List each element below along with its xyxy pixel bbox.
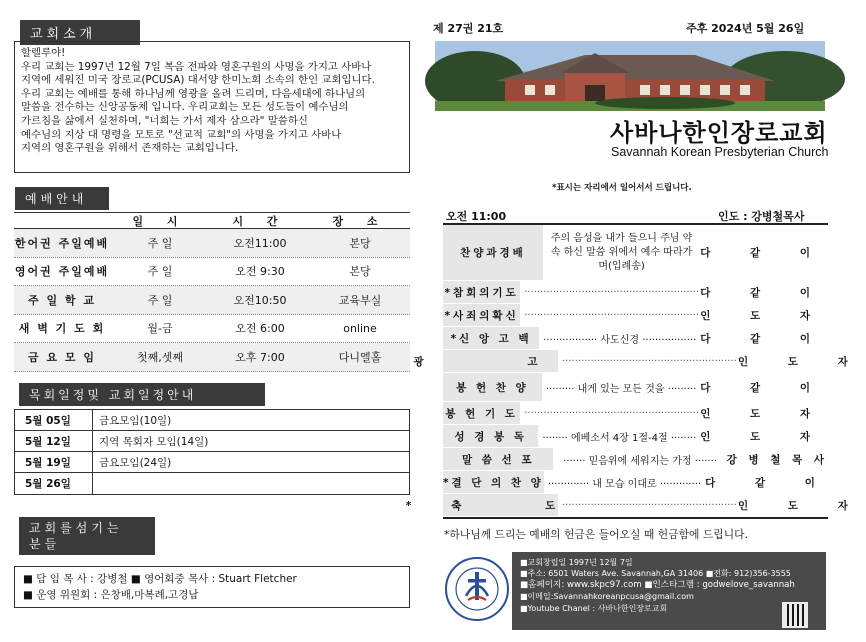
table-row	[15, 410, 409, 431]
table-row	[14, 258, 410, 287]
order-item-name: 봉 헌 기 도	[443, 402, 520, 424]
order-item-content: ············· 내 모습 이대로 ·············	[547, 478, 702, 490]
order-item-lead: 인 도 자	[738, 355, 866, 368]
staff-line: ■ 담 임 목 사 : 강병철 ■ 영어회중 목사 : Stuart Fletcher	[23, 573, 297, 585]
order-item-content: ········· 내게 있는 모든 것을 ·········	[545, 383, 697, 395]
table-row	[443, 225, 828, 281]
order-item-lead: 다 같 이	[700, 332, 828, 345]
header-cell: 장 소	[332, 215, 388, 228]
table-row	[443, 373, 828, 402]
table-row	[14, 315, 410, 344]
standing-note: *표시는 자리에서 일어서서 드립니다.	[552, 183, 692, 193]
order-service-time: 오전 11:00	[446, 210, 507, 223]
table-row	[443, 402, 828, 425]
youtube-line: ■Youtube Chanel : 사바나한인장로교회	[520, 603, 668, 613]
table-row	[443, 281, 828, 304]
order-item-lead: 인 도 자	[700, 430, 828, 443]
intro-line: 지역의 영혼구원을 위해서 존재하는 교회입니다.	[21, 142, 239, 155]
address-line: ■주소: 6501 Waters Ave. Savannah,GA 31406 ■전화: 912)356-3555	[520, 569, 791, 579]
staff-title	[19, 517, 155, 555]
staff-title-line: 교회를섬기는	[29, 521, 123, 535]
order-item-lead: 다 같 이	[700, 247, 828, 259]
service-name: 금 요 모 임	[28, 350, 96, 364]
service-time: 오후 7:00	[235, 350, 285, 364]
service-name: 주 일 학 교	[28, 293, 96, 307]
intro-line: 말씀을 전수하는 신앙공동체 입니다. 우리교회는 모든 성도들이 예수님의	[21, 101, 349, 114]
church-name-korean: 사바나한인장로교회	[610, 119, 828, 147]
church-building-image	[435, 41, 825, 111]
order-item-name: *결 단 의 찬 양	[443, 471, 544, 493]
service-name: 새 벽 기 도 회	[18, 322, 106, 336]
worship-rows	[14, 229, 410, 372]
founded-date: ■교회창립일 1997년 12월 7일	[520, 558, 633, 567]
table-row	[443, 327, 828, 350]
order-item-content: ········ 에베소서 4장 1절-4절 ········	[542, 432, 697, 444]
table-row	[15, 473, 409, 494]
table-row	[14, 286, 410, 315]
church-info-box	[512, 552, 826, 630]
table-row	[443, 471, 833, 494]
order-item-content: ······· 믿음위에 세워지는 가정 ·······	[563, 455, 717, 467]
intro-line: 할렐루야!	[21, 47, 66, 59]
order-item-name: *축 도	[443, 494, 558, 516]
order-item-content: 주의 음성을 내가 들으니 주님 약속 하신 말씀 위에서 예수 따라가며(입례송)	[550, 232, 693, 272]
staff-line: ■ 운영 위원회 : 은창배,마복례,고경남	[23, 589, 199, 601]
website-line: ■홈페이지: www.skpc97.com ■인스타그램 : godwelove_savannah	[520, 579, 795, 590]
order-item-content: ·······················································	[562, 355, 737, 367]
church-name-english: Savannah Korean Presbyterian Church	[611, 145, 829, 159]
order-item-name: 광 고	[443, 350, 558, 372]
service-name: 영어권 주일예배	[14, 265, 110, 279]
worship-title: 예배안내	[15, 187, 109, 210]
order-item-name: *참회의기도	[443, 281, 520, 303]
service-day: 주 일	[147, 293, 173, 307]
header-cell: 시 간	[232, 215, 288, 228]
order-item-content: ·······················································	[524, 309, 700, 321]
schedule-event: 지역 목회자 모임(14일)	[99, 435, 209, 448]
service-time: 오전11:00	[233, 236, 287, 250]
intro-line: 가르침을 삶에서 실천하며, "너희는 가서 제자 삼으라" 말씀하신	[21, 114, 308, 127]
intro-line: 우리 교회는 예배를 통해 하나님께 영광을 올려 드리며, 다음세대에 하나님의	[21, 87, 366, 100]
order-item-name: 봉 헌 찬 양	[443, 373, 542, 401]
service-place: 본당	[349, 236, 371, 250]
order-item-lead: 다 같 이	[700, 286, 828, 299]
service-place: 다니엘홀	[338, 350, 382, 364]
schedule-event: 금요모임(24일)	[99, 456, 172, 469]
schedule-date: 5월 05일	[15, 410, 93, 430]
header-cell: 일 시	[132, 215, 188, 228]
issue-date: 주후 2024년 5월 26일	[686, 22, 805, 35]
schedule-event: 금요모임(10일)	[99, 414, 172, 427]
order-item-name: *신 앙 고 백	[443, 327, 539, 349]
order-item-lead: 다 같 이	[700, 381, 828, 394]
schedule-title: 목회일정및 교회일정안내	[19, 383, 265, 406]
worship-header-row	[14, 212, 410, 229]
service-day: 주 일	[147, 265, 173, 279]
schedule-date: 5월 26일	[15, 473, 93, 494]
order-item-lead: 인 도 자	[700, 309, 828, 322]
table-row	[15, 452, 409, 473]
order-item-lead: 인 도 자	[700, 407, 828, 420]
table-row	[443, 425, 828, 448]
order-item-lead: 다 같 이	[705, 476, 833, 489]
order-item-content: ················· 사도신경 ·················	[543, 334, 697, 346]
table-row	[15, 431, 409, 452]
order-leader: 인도 : 강병철목사	[718, 210, 805, 223]
intro-title: 교회소개	[20, 20, 140, 45]
header-cell	[14, 213, 110, 228]
staff-box	[14, 566, 410, 608]
qr-code-icon	[782, 602, 808, 628]
intro-line: 예수님의 지상 대 명령을 모토로 "선교적 교회"의 사명을 가지고 사바나	[21, 128, 342, 141]
service-place: online	[343, 321, 377, 335]
order-item-name: *사죄의확신	[443, 304, 520, 326]
order-item-name: 말 씀 선 포	[443, 448, 553, 470]
service-day: 월-금	[147, 322, 173, 336]
table-row	[443, 448, 828, 471]
order-item-name: 성 경 봉 독	[443, 425, 538, 447]
service-time: 오전 9:30	[235, 265, 285, 279]
offering-note: *하나님께 드리는 예배의 헌금은 들어오실 때 헌금함에 드립니다.	[444, 528, 749, 541]
table-row	[443, 304, 828, 327]
staff-title-line: 분들	[29, 537, 61, 551]
church-photo	[435, 41, 825, 111]
service-day: 첫째,셋째	[136, 350, 183, 364]
intro-box	[14, 41, 410, 173]
schedule-date: 5월 19일	[15, 452, 93, 472]
intro-line: 우리 교회는 1997년 12월 7일 복음 전파와 영혼구원의 사명을 가지고 사바나	[21, 60, 372, 73]
schedule-date: 5월 12일	[15, 431, 93, 451]
service-place: 교육부실	[338, 293, 382, 307]
order-item-content: ·······················································	[524, 407, 700, 419]
order-of-worship-table	[405, 223, 866, 519]
service-place: 본당	[349, 265, 371, 279]
email-line: ■이메일:Savannahkoreanpcusa@gmail.com	[520, 592, 694, 602]
service-day: 주 일	[147, 236, 173, 250]
service-time: 오전 6:00	[235, 322, 285, 336]
table-row	[405, 494, 866, 517]
table-row	[14, 229, 410, 258]
schedule-table	[14, 409, 410, 495]
table-row	[14, 343, 410, 372]
issue-volume: 제 27권 21호	[433, 22, 504, 35]
intro-line: 지역에 세워진 미국 장로교(PCUSA) 대서양 한미노회 소속의 한인 교회입니다.	[21, 74, 375, 87]
order-item-lead: 강 병 철 목 사	[726, 453, 828, 466]
pcusa-seal-icon	[444, 556, 510, 622]
table-row	[413, 350, 866, 373]
worship-table	[14, 212, 410, 370]
order-item-name: 찬양과경배	[443, 225, 543, 280]
order-item-lead: 인 도 자	[738, 499, 866, 512]
order-item-content: ·······················································	[562, 499, 737, 511]
service-name: 한어권 주일예배	[14, 236, 110, 250]
service-time: 오전10:50	[233, 293, 287, 307]
order-item-content: ·······················································	[524, 286, 700, 298]
church-logo	[444, 556, 510, 622]
